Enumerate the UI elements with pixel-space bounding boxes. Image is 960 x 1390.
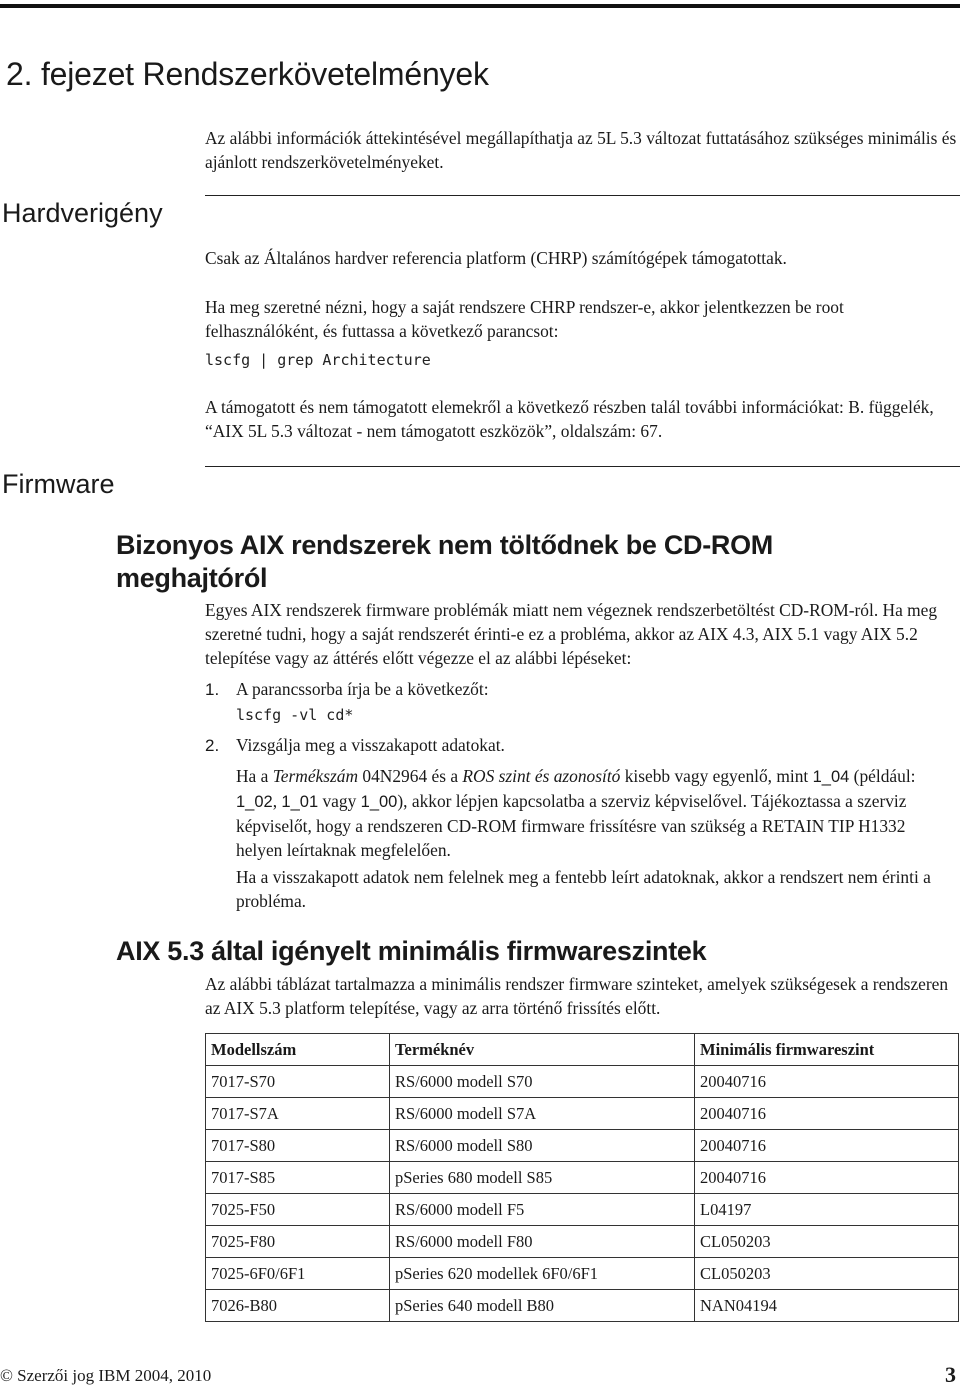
cdrom-paragraph-1: Egyes AIX rendszerek firmware problémák miatt nem végeznek rendszerbetöltést CD-ROM-ról. Ha meg szeretné tudni, hogy a saját rendszerét érinti-e ez a probléma, akkor az AIX 4.3, AIX 5.1 vagy AIX 5.2 telepítése vagy az áttérés előtt végezze el az alábbi lépéseket:: [205, 600, 938, 668]
step-1-code: lscfg -vl cd*: [236, 706, 354, 724]
term-part-number: Termékszám: [272, 766, 359, 786]
step-number: 2.: [205, 736, 220, 755]
table-cell: 7025-F80: [206, 1226, 390, 1258]
table-cell: 7025-6F0/6F1: [206, 1258, 390, 1290]
table-cell: 20040716: [695, 1098, 959, 1130]
hardware-paragraph-3: A támogatott és nem támogatott elemekről a következő részben talál további információkat: B. függelék, “AIX 5L 5.3 változat - nem támogatott eszközök”, oldalszám: 67.: [205, 397, 934, 441]
table-cell: RS/6000 modell S70: [390, 1066, 695, 1098]
table-cell: RS/6000 modell S7A: [390, 1098, 695, 1130]
table-row: [206, 1130, 959, 1162]
step-number: 1.: [205, 680, 220, 699]
table-cell: 7017-S70: [206, 1066, 390, 1098]
table-cell: RS/6000 modell F80: [390, 1226, 695, 1258]
firmware-heading: Firmware: [2, 469, 115, 499]
hardware-paragraph-1: Csak az Általános hardver referencia platform (CHRP) számítógépek támogatottak.: [205, 248, 787, 268]
step-text: Vizsgálja meg a visszakapott adatokat.: [236, 735, 505, 755]
step-1: [205, 677, 489, 702]
hardware-code: lscfg | grep Architecture: [205, 351, 431, 369]
table-row: [206, 1162, 959, 1194]
table-cell: NAN04194: [695, 1290, 959, 1322]
table-row: [206, 1098, 959, 1130]
table-cell: 20040716: [695, 1162, 959, 1194]
table-cell: 7017-S80: [206, 1130, 390, 1162]
table-header-row: [206, 1034, 959, 1066]
table-cell: 7017-S85: [206, 1162, 390, 1194]
intro-paragraph: Az alábbi információk áttekintésével megállapíthatja az 5L 5.3 változat futtatásához szükséges minimális és ajánlott rendszerkövetelményeket.: [205, 128, 957, 172]
table-row: [206, 1290, 959, 1322]
table-cell: 7017-S7A: [206, 1098, 390, 1130]
hardware-heading: Hardverigény: [2, 198, 163, 228]
table-cell: L04197: [695, 1194, 959, 1226]
table-cell: 7025-F50: [206, 1194, 390, 1226]
table-row: [206, 1226, 959, 1258]
table-row: [206, 1258, 959, 1290]
column-header: Terméknév: [390, 1034, 695, 1066]
firmware-levels-paragraph: Az alábbi táblázat tartalmazza a minimális rendszer firmware szinteket, amelyek szükségesek a rendszeren az AIX 5.3 platform telepítése, vagy az arra történő frissítés előtt.: [205, 974, 949, 1018]
table-cell: CL050203: [695, 1226, 959, 1258]
table-cell: pSeries 640 modell B80: [390, 1290, 695, 1322]
column-header: Modellszám: [206, 1034, 390, 1066]
page-number: 3: [945, 1362, 956, 1387]
step-text: A parancssorba írja be a következőt:: [236, 679, 489, 699]
cdrom-paragraph-2: Ha a Termékszám 04N2964 és a ROS szint és azonosító kisebb vagy egyenlő, mint 1_04 (például: 1_02, 1_01 vagy 1_00), akkor lépjen kapcsolatba a szerviz képviselővel. Tájékoztassa a szerviz képviselőt, hogy a rendszeren CD-ROM firmware frissítésre van szükség a RETAIN TIP H1332 helyen leírtaknak megfelelően.: [236, 766, 916, 860]
cdrom-heading: Bizonyos AIX rendszerek nem töltődnek be CD-ROM meghajtóról: [116, 530, 773, 593]
table-cell: pSeries 620 modellek 6F0/6F1: [390, 1258, 695, 1290]
table-cell: 20040716: [695, 1130, 959, 1162]
copyright-footer: © Szerzői jog IBM 2004, 2010: [0, 1366, 212, 1385]
table-row: [206, 1066, 959, 1098]
chapter-title: 2. fejezet Rendszerkövetelmények: [6, 56, 489, 92]
table-cell: RS/6000 modell F5: [390, 1194, 695, 1226]
table-cell: RS/6000 modell S80: [390, 1130, 695, 1162]
hardware-paragraph-2: Ha meg szeretné nézni, hogy a saját rendszere CHRP rendszer-e, akkor jelentkezzen be root felhasználóként, és futtassa a következő parancsot:: [205, 297, 844, 341]
table-row: [206, 1194, 959, 1226]
step-2: [205, 733, 505, 758]
column-header: Minimális firmwareszint: [695, 1034, 959, 1066]
table-cell: 7026-B80: [206, 1290, 390, 1322]
table-cell: 20040716: [695, 1066, 959, 1098]
top-rule: [0, 4, 960, 8]
table-cell: CL050203: [695, 1258, 959, 1290]
section-divider: [205, 466, 960, 467]
term-ros-level: ROS szint és azonosító: [462, 766, 621, 786]
cdrom-paragraph-3: Ha a visszakapott adatok nem felelnek meg a fentebb leírt adatoknak, akkor a rendszert nem érinti a probléma.: [236, 867, 931, 911]
table-cell: pSeries 680 modell S85: [390, 1162, 695, 1194]
firmware-table: [205, 1033, 959, 1322]
section-divider: [205, 195, 960, 196]
firmware-levels-heading: AIX 5.3 által igényelt minimális firmwareszintek: [116, 936, 707, 966]
